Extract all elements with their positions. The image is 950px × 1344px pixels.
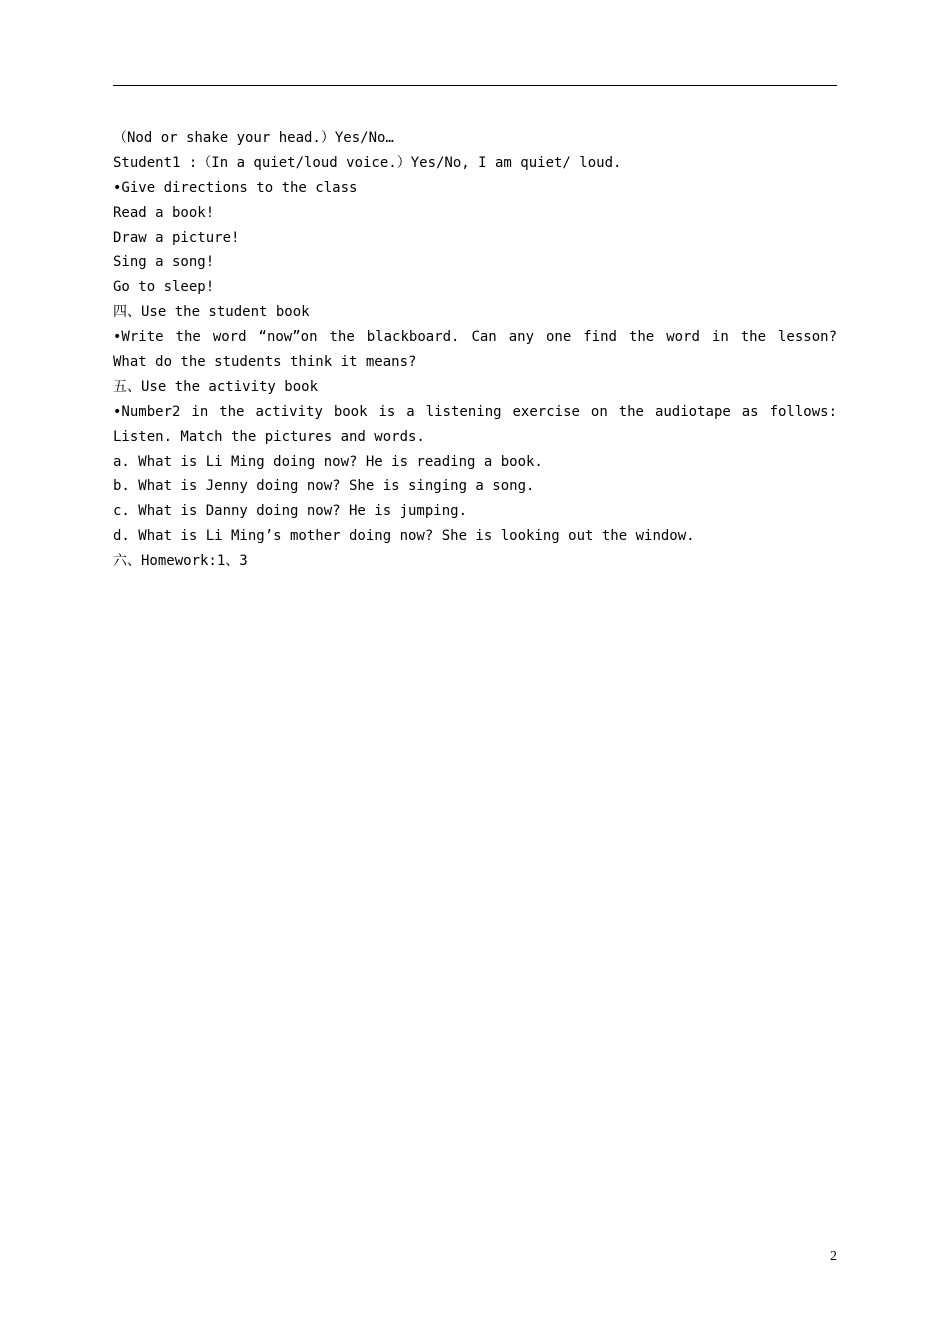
list-item: d. What is Li Ming’s mother doing now? She is looking out the window. bbox=[113, 528, 695, 545]
list-item: b. What is Jenny doing now? She is singing a song. bbox=[113, 478, 535, 495]
section-heading: 六、Homework:1、3 bbox=[113, 553, 248, 570]
text-line: •Number2 in the activity book is a listening exercise on the audiotape as follows: bbox=[113, 403, 837, 420]
list-item: a. What is Li Ming doing now? He is reading a book. bbox=[113, 453, 543, 470]
header-rule bbox=[113, 85, 837, 86]
text-line: Go to sleep! bbox=[113, 279, 215, 296]
text-line: Read a book! bbox=[113, 204, 215, 221]
text-line: What do the students think it means? bbox=[113, 354, 417, 371]
section-heading: 五、Use the activity book bbox=[113, 378, 319, 395]
text-line: （Nod or shake your head.）Yes/No… bbox=[113, 130, 394, 146]
text-line: Sing a song! bbox=[113, 254, 215, 271]
list-item: c. What is Danny doing now? He is jumping. bbox=[113, 503, 468, 520]
text-line: Draw a picture! bbox=[113, 229, 240, 246]
text-line: Listen. Match the pictures and words. bbox=[113, 428, 425, 445]
section-heading: 四、Use the student book bbox=[113, 304, 310, 321]
text-line: •Give directions to the class bbox=[113, 179, 358, 196]
text-line: •Write the word “now”on the blackboard. Can any one find the word in the lesson? bbox=[113, 329, 837, 346]
page-number: 2 bbox=[830, 1249, 837, 1264]
document-body bbox=[113, 126, 837, 574]
text-line: Student1 :（In a quiet/loud voice.）Yes/No, I am quiet/ loud. bbox=[113, 154, 622, 171]
